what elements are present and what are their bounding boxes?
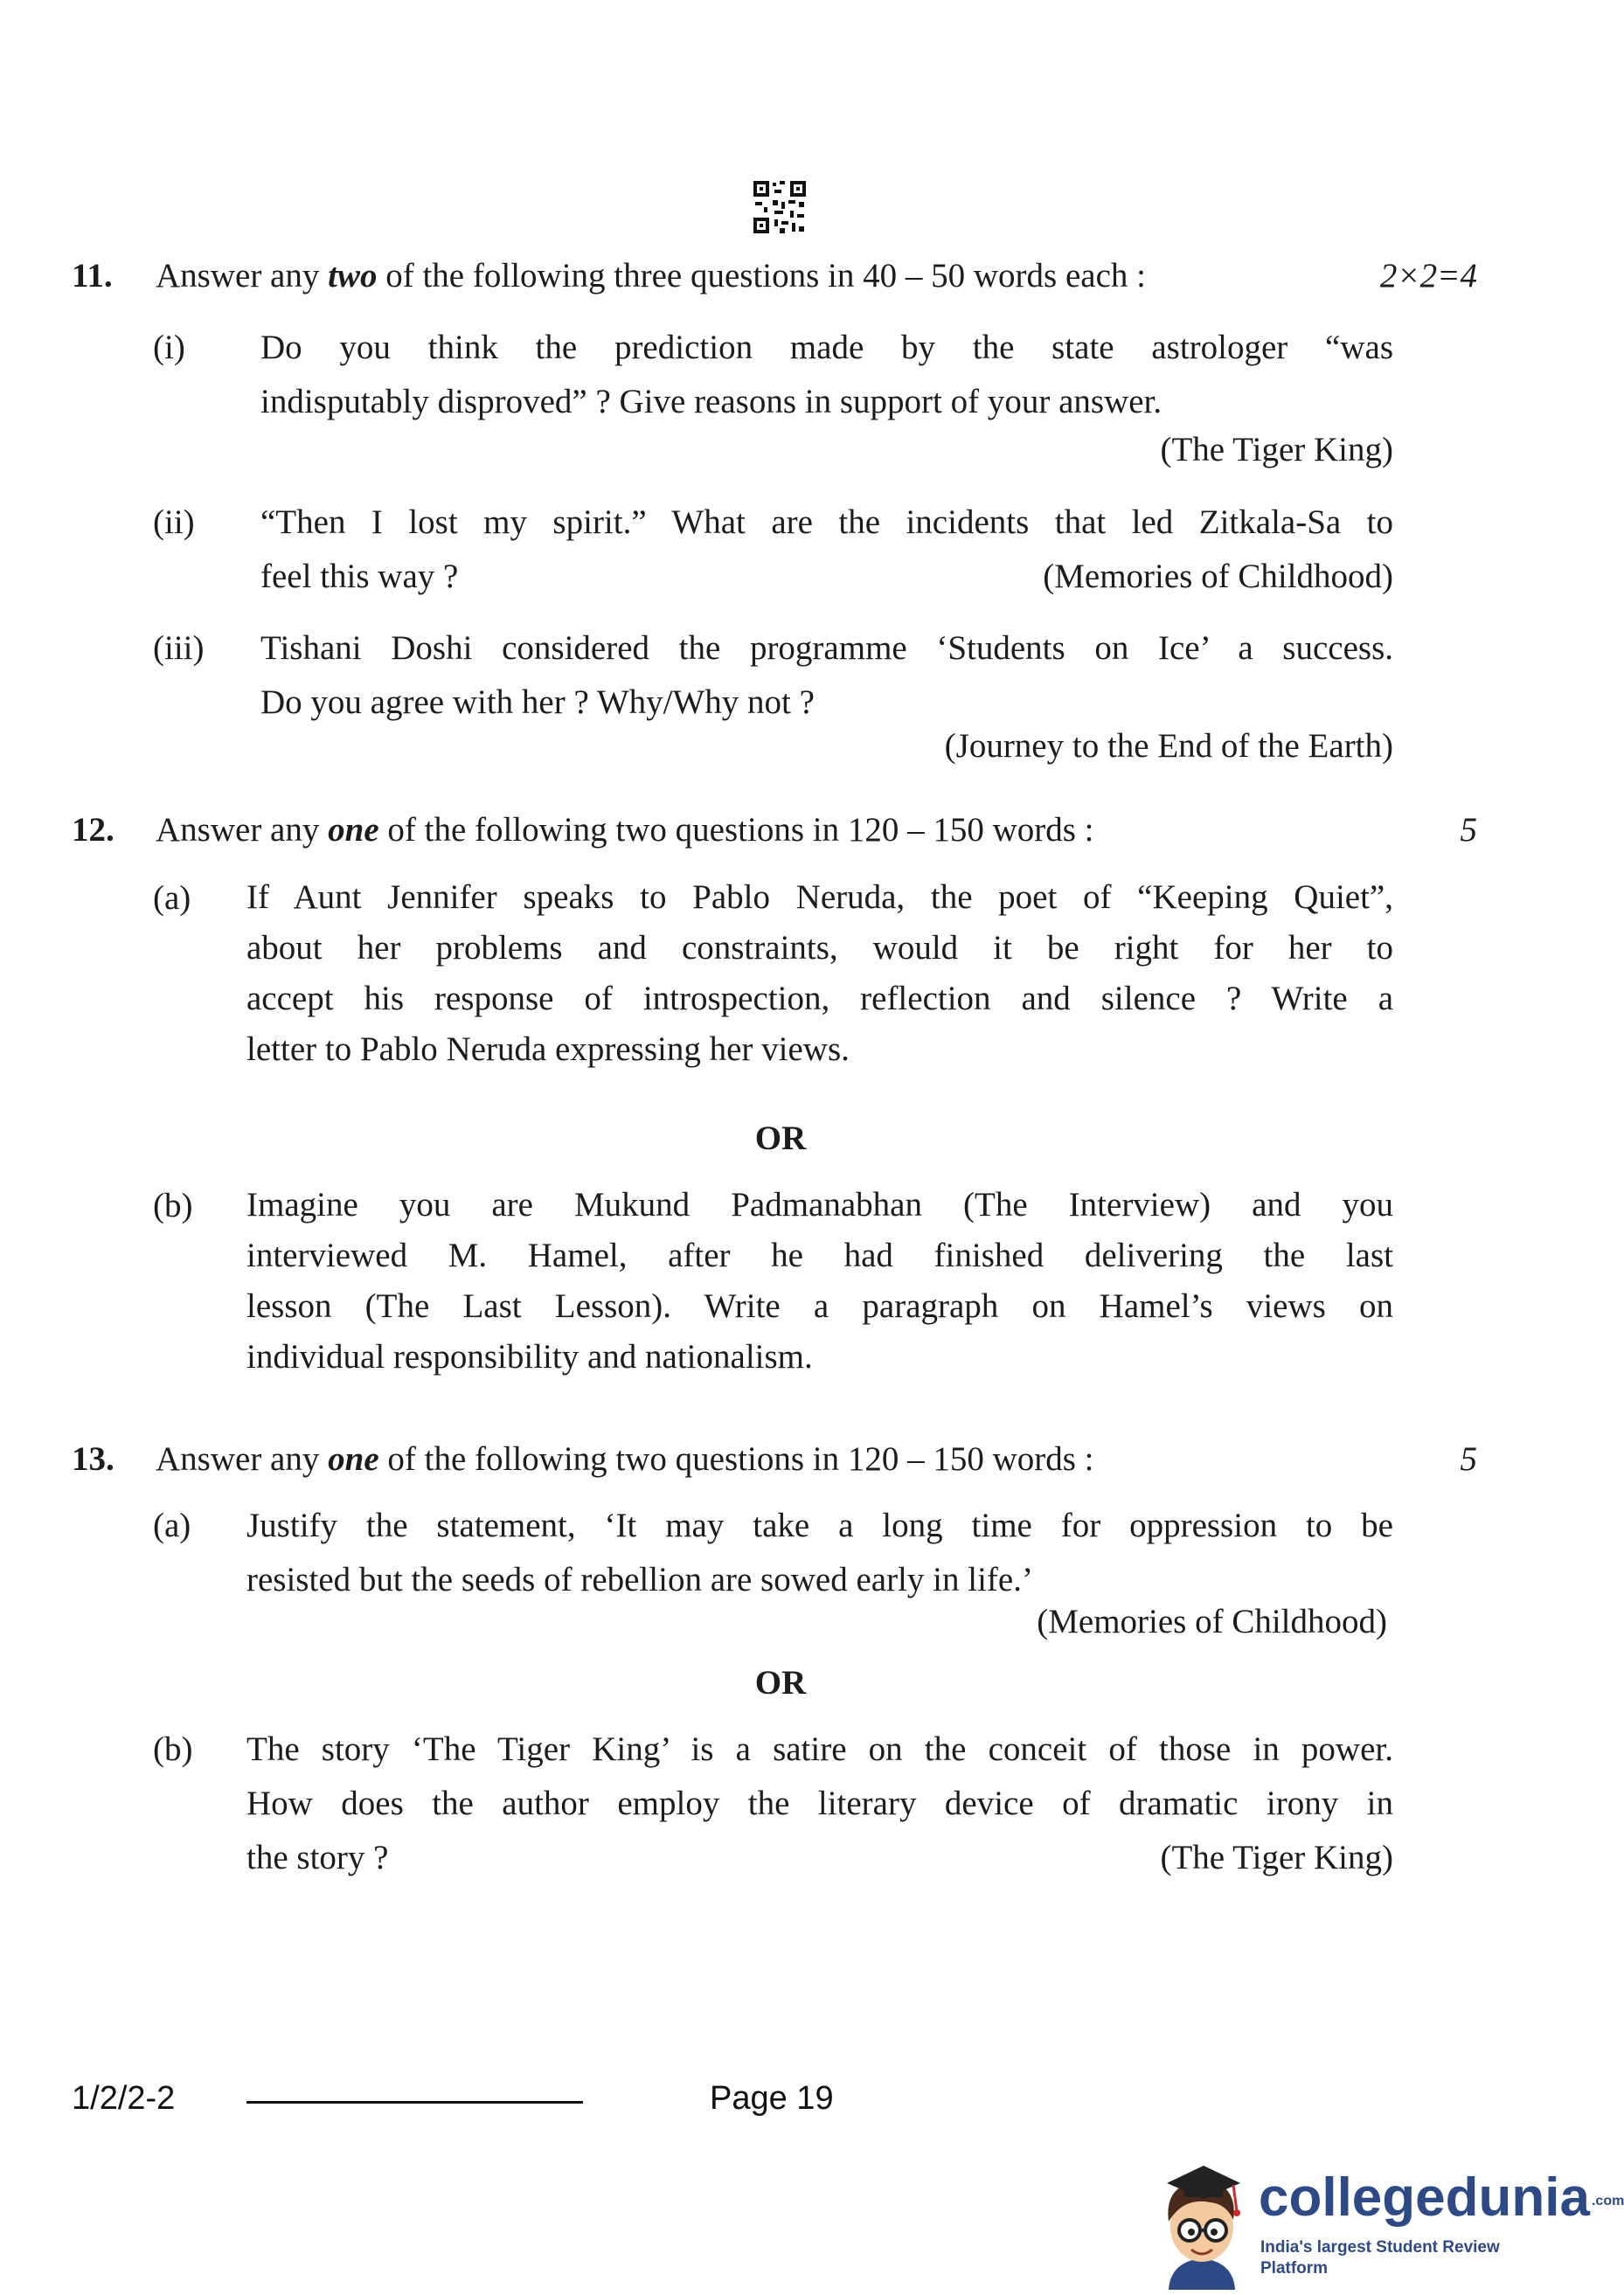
source-reference: (The Tiger King) <box>1160 1839 1393 1876</box>
sub-question-text: How does the author employ the literary device of dramatic irony in <box>246 1785 1393 1822</box>
text-line: Imagine you are Mukund Padmanabhan (The Interview) and you <box>246 1186 1393 1224</box>
text-line: letter to Pablo Neruda expressing her views. <box>246 1030 850 1068</box>
page-number: Page 19 <box>710 2080 834 2117</box>
sub-question-label: (a) <box>153 879 191 917</box>
paper-code: 1/2/2-2 <box>72 2080 176 2117</box>
text-line: individual responsibility and nationalism. <box>246 1338 813 1376</box>
or-divider: OR <box>754 1120 807 1157</box>
sub-question-text: Do you think the prediction made by the state astrologer “was <box>260 329 1393 366</box>
source-reference: (Memories of Childhood) <box>1043 558 1393 595</box>
sub-question-text: The story ‘The Tiger King’ is a satire on the conceit of those in power. <box>246 1730 1393 1768</box>
sub-question-text: feel this way ? <box>260 558 459 595</box>
footer-rule <box>246 2101 583 2104</box>
sub-question-label: (b) <box>153 1730 193 1768</box>
text-line: interviewed M. Hamel, after he had finished delivering the last <box>246 1237 1393 1274</box>
sub-question-text: indisputably disproved” ? Give reasons in support of your answer. <box>260 383 1162 420</box>
text-line: lesson (The Last Lesson). Write a paragraph on Hamel’s views on <box>246 1287 1393 1325</box>
question-number: 13. <box>72 1440 115 1478</box>
question-marks: 5 <box>1460 1440 1477 1478</box>
sub-question-text: Do you agree with her ? Why/Why not ? <box>260 683 815 721</box>
question-instruction: Answer any one of the following two questions in 120 – 150 words : <box>156 811 1094 849</box>
sub-question-text <box>246 1180 1393 1383</box>
sub-question-text: Justify the statement, ‘It may take a long time for oppression to be <box>246 1507 1393 1544</box>
source-reference: (The Tiger King) <box>1160 431 1393 468</box>
sub-question-text <box>246 872 1393 1075</box>
question-number: 11. <box>72 257 113 295</box>
brand-suffix: .com <box>1591 2193 1624 2208</box>
text-line: about her problems and constraints, would it be right for her to <box>246 929 1393 967</box>
source-reference: (Journey to the End of the Earth) <box>944 727 1393 765</box>
text-line: accept his response of introspection, reflection and silence ? Write a <box>246 980 1393 1017</box>
question-marks: 2×2=4 <box>1379 257 1477 295</box>
text-line: If Aunt Jennifer speaks to Pablo Neruda, the poet of “Keeping Quiet”, <box>246 878 1393 916</box>
sub-question-text: resisted but the seeds of rebellion are sowed early in life.’ <box>246 1561 1033 1598</box>
source-reference: (Memories of Childhood) <box>1037 1603 1387 1640</box>
mascot-icon <box>1149 2159 1254 2290</box>
brand-tagline: India's largest Student Review Platform <box>1260 2238 1500 2278</box>
question-number: 12. <box>72 811 115 849</box>
sub-question-text: “Then I lost my spirit.” What are the incidents that led Zitkala-Sa to <box>260 503 1393 541</box>
sub-question-text: Tishani Doshi considered the programme ‘Students on Ice’ a success. <box>260 629 1393 667</box>
or-divider: OR <box>754 1664 807 1702</box>
question-marks: 5 <box>1460 811 1477 849</box>
question-instruction: Answer any one of the following two questions in 120 – 150 words : <box>156 1440 1094 1478</box>
sub-question-label: (a) <box>153 1507 191 1544</box>
sub-question-label: (i) <box>153 329 185 366</box>
sub-question-label: (ii) <box>153 503 195 541</box>
sub-question-label: (iii) <box>153 629 205 667</box>
question-instruction: Answer any two of the following three questions in 40 – 50 words each : <box>156 257 1146 295</box>
qr-code <box>752 179 808 235</box>
sub-question-text: the story ? <box>246 1839 389 1876</box>
brand-name: collegedunia .com <box>1259 2167 1624 2228</box>
sub-question-label: (b) <box>153 1187 193 1224</box>
